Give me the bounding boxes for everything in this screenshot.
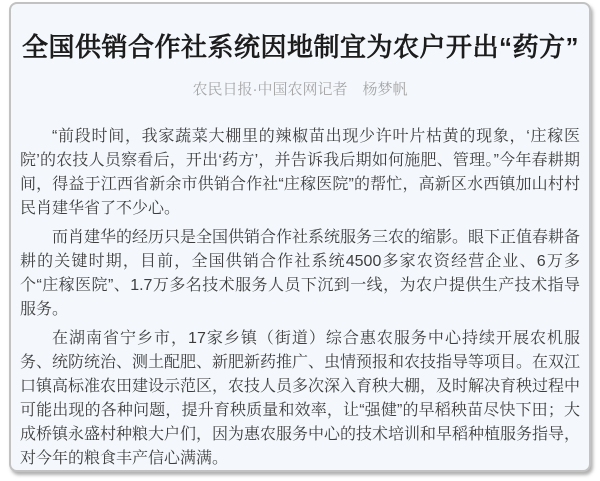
article-panel (9, 2, 591, 472)
article-byline: 农民日报·中国农网记者 杨梦帆 (192, 81, 408, 98)
article-paragraph-3: 在湖南省宁乡市，17家乡镇（街道）综合惠农服务中心持续开展农机服务、统防统治、测土配肥、新肥新药推广、虫情预报和农技指导等项目。在双江口镇高标准农田建设示范区，农技人员多次深入育秧大棚，及时解决育秧过程中可能出现的各种问题，提升育秧质量和效率，让“强健”的早稻秧苗尽快下田；大成桥镇永盛村种粮大户们，因为惠农服务中心的技术培训和早稻种植服务指导，对今年的粮食丰产信心满满。 (20, 330, 581, 467)
article-paragraph-1: “前段时间，我家蔬菜大棚里的辣椒苗出现少许叶片枯黄的现象，‘庄稼医院’的农技人员察看后，开出‘药方’，并告诉我后期如何施肥、管理。”今年春耕期间，得益于江西省新余市供销合作社“庄稼医院”的帮忙，高新区水西镇加山村村民肖建华省了不少心。 (20, 128, 580, 217)
article-paragraph-2: 而肖建华的经历只是全国供销合作社系统服务三农的缩影。眼下正值春耕备耕的关键时期，目前，全国供销合作社系统4500多家农资经营企业、6万多个“庄稼医院”、1.7万多名技术服务人员下沉到一线，为农户提供生产技术指导服务。 (20, 229, 581, 318)
article-title: 全国供销合作社系统因地制宜为农户开出“药方” (22, 32, 580, 62)
article-body (20, 125, 580, 471)
